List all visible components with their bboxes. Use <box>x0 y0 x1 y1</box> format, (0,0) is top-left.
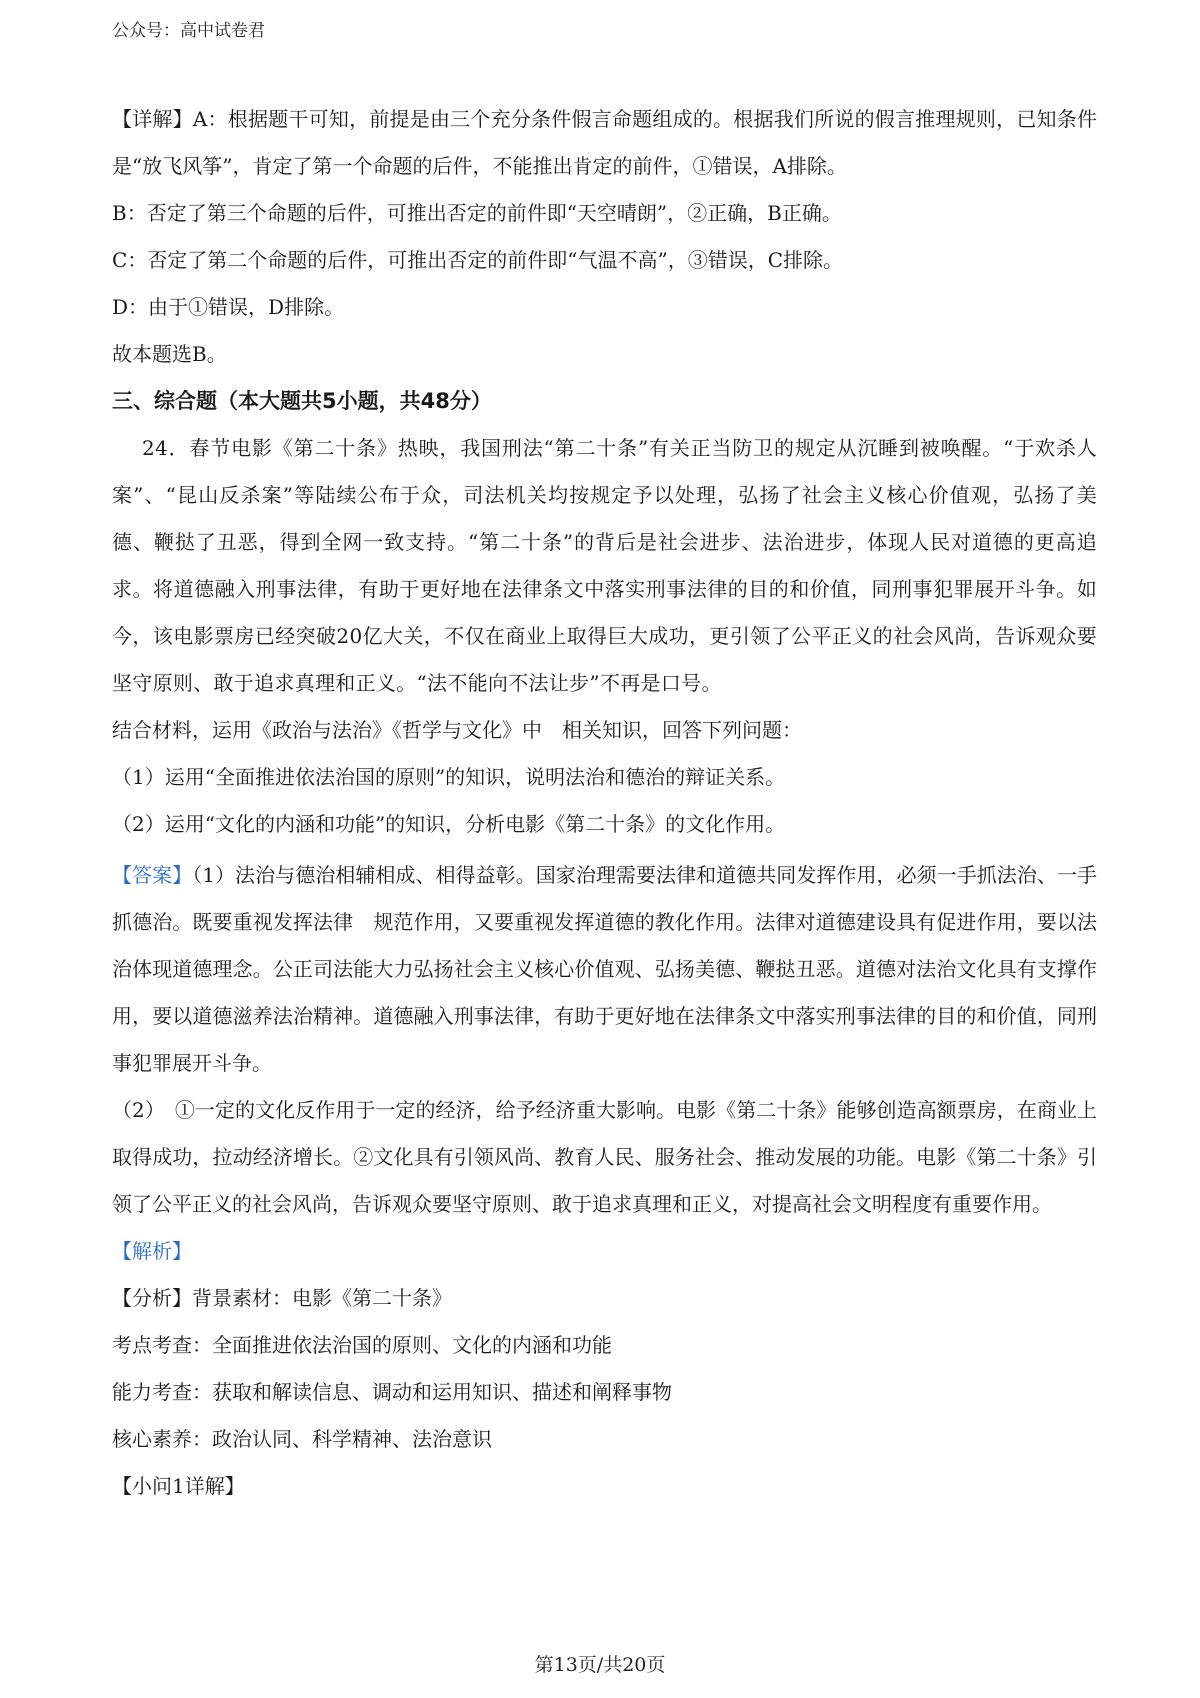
explanation-b: B：否定了第三个命题的后件，可推出否定的前件即“天空晴朗”，②正确，B正确。 <box>112 201 842 225</box>
analysis-literacy: 核心素养：政治认同、科学精神、法治意识 <box>112 1427 492 1451</box>
sub1-detail-heading: 【小问1详解】 <box>112 1474 245 1498</box>
question-24-sub2: （2）运用“文化的内涵和功能”的知识，分析电影《第二十条》的文化作用。 <box>112 812 786 836</box>
explanation-a: 【详解】A：根据题干可知，前提是由三个充分条件假言命题组成的。根据我们所说的假言推理规则，已知条件是“放飞风筝”，肯定了第一个命题的后件，不能推出肯定的前件，①错误，A排除。 <box>112 107 1097 178</box>
page-number: 第13页/共20页 <box>534 1654 666 1676</box>
analysis-points: 考点考查：全面推进依法治国的原则、文化的内涵和功能 <box>112 1333 612 1357</box>
analysis-tag: 【解析】 <box>112 1239 192 1263</box>
section-heading: 三、综合题（本大题共5小题，共48分） <box>112 389 492 413</box>
answer-part1 <box>112 852 1097 1087</box>
question-24-instruction: 结合材料，运用《政治与法治》《哲学与文化》中 相关知识，回答下列问题： <box>112 718 802 742</box>
answer-tag: 【答案】 <box>112 863 193 887</box>
source-header: 公众号：高中试卷君 <box>112 21 265 41</box>
explanation-d: D：由于①错误，D排除。 <box>112 295 345 319</box>
answer-part2: （2） ①一定的文化反作用于一定的经济，给予经济重大影响。电影《第二十条》能够创造高额票房，在商业上取得成功，拉动经济增长。②文化具有引领风尚、教育人民、服务社会、推动发展的功能。电影《第二十条》引领了公平正义的社会风尚，告诉观众要坚守原则、敢于追求真理和正义，对提高社会文明程度有重要作用。 <box>112 1098 1097 1216</box>
explanation-c: C：否定了第二个命题的后件，可推出否定的前件即“气温不高”，③错误，C排除。 <box>112 248 844 272</box>
analysis-background: 【分析】背景素材：电影《第二十条》 <box>112 1286 452 1310</box>
question-24-stem: 24．春节电影《第二十条》热映，我国刑法“第二十条”有关正当防卫的规定从沉睡到被唤醒。“于欢杀人案”、“昆山反杀案”等陆续公布于众，司法机关均按规定予以处理，弘扬了社会主义核心价值观，弘扬了美德、鞭挞了丑恶，得到全网一致支持。“第二十条”的背后是社会进步、法治进步，体现人民对道德的更高追求。将道德融入刑事法律，有助于更好地在法律条文中落实刑事法律的目的和价值，同刑事犯罪展开斗争。如今，该电影票房已经突破20亿大关，不仅在商业上取得巨大成功，更引领了公平正义的社会风尚，告诉观众要坚守原则、敢于追求真理和正义。“法不能向不法让步”不再是口号。 <box>112 436 1097 695</box>
question-24-sub1: （1）运用“全面推进依法治国的原则”的知识，说明法治和德治的辩证关系。 <box>112 765 786 789</box>
explanation-conclusion: 故本题选B。 <box>112 342 227 366</box>
answer-part1-text: （1）法治与德治相辅相成、相得益彰。国家治理需要法律和道德共同发挥作用，必须一手抓法治、一手抓德治。既要重视发挥法律 规范作用，又要重视发挥道德的教化作用。法律对道德建设具有促进作用，要以法治体现道德理念。公正司法能大力弘扬社会主义核心价值观、弘扬美德、鞭挞丑恶。道德对法治文化具有支撑作用，要以道德滋养法治精神。道德融入刑事法律，有助于更好地在法律条文中落实刑事法律的目的和价值，同刑事犯罪展开斗争。 <box>112 863 1097 1075</box>
analysis-ability: 能力考查：获取和解读信息、调动和运用知识、描述和阐释事物 <box>112 1380 672 1404</box>
page-content <box>112 96 1097 1510</box>
